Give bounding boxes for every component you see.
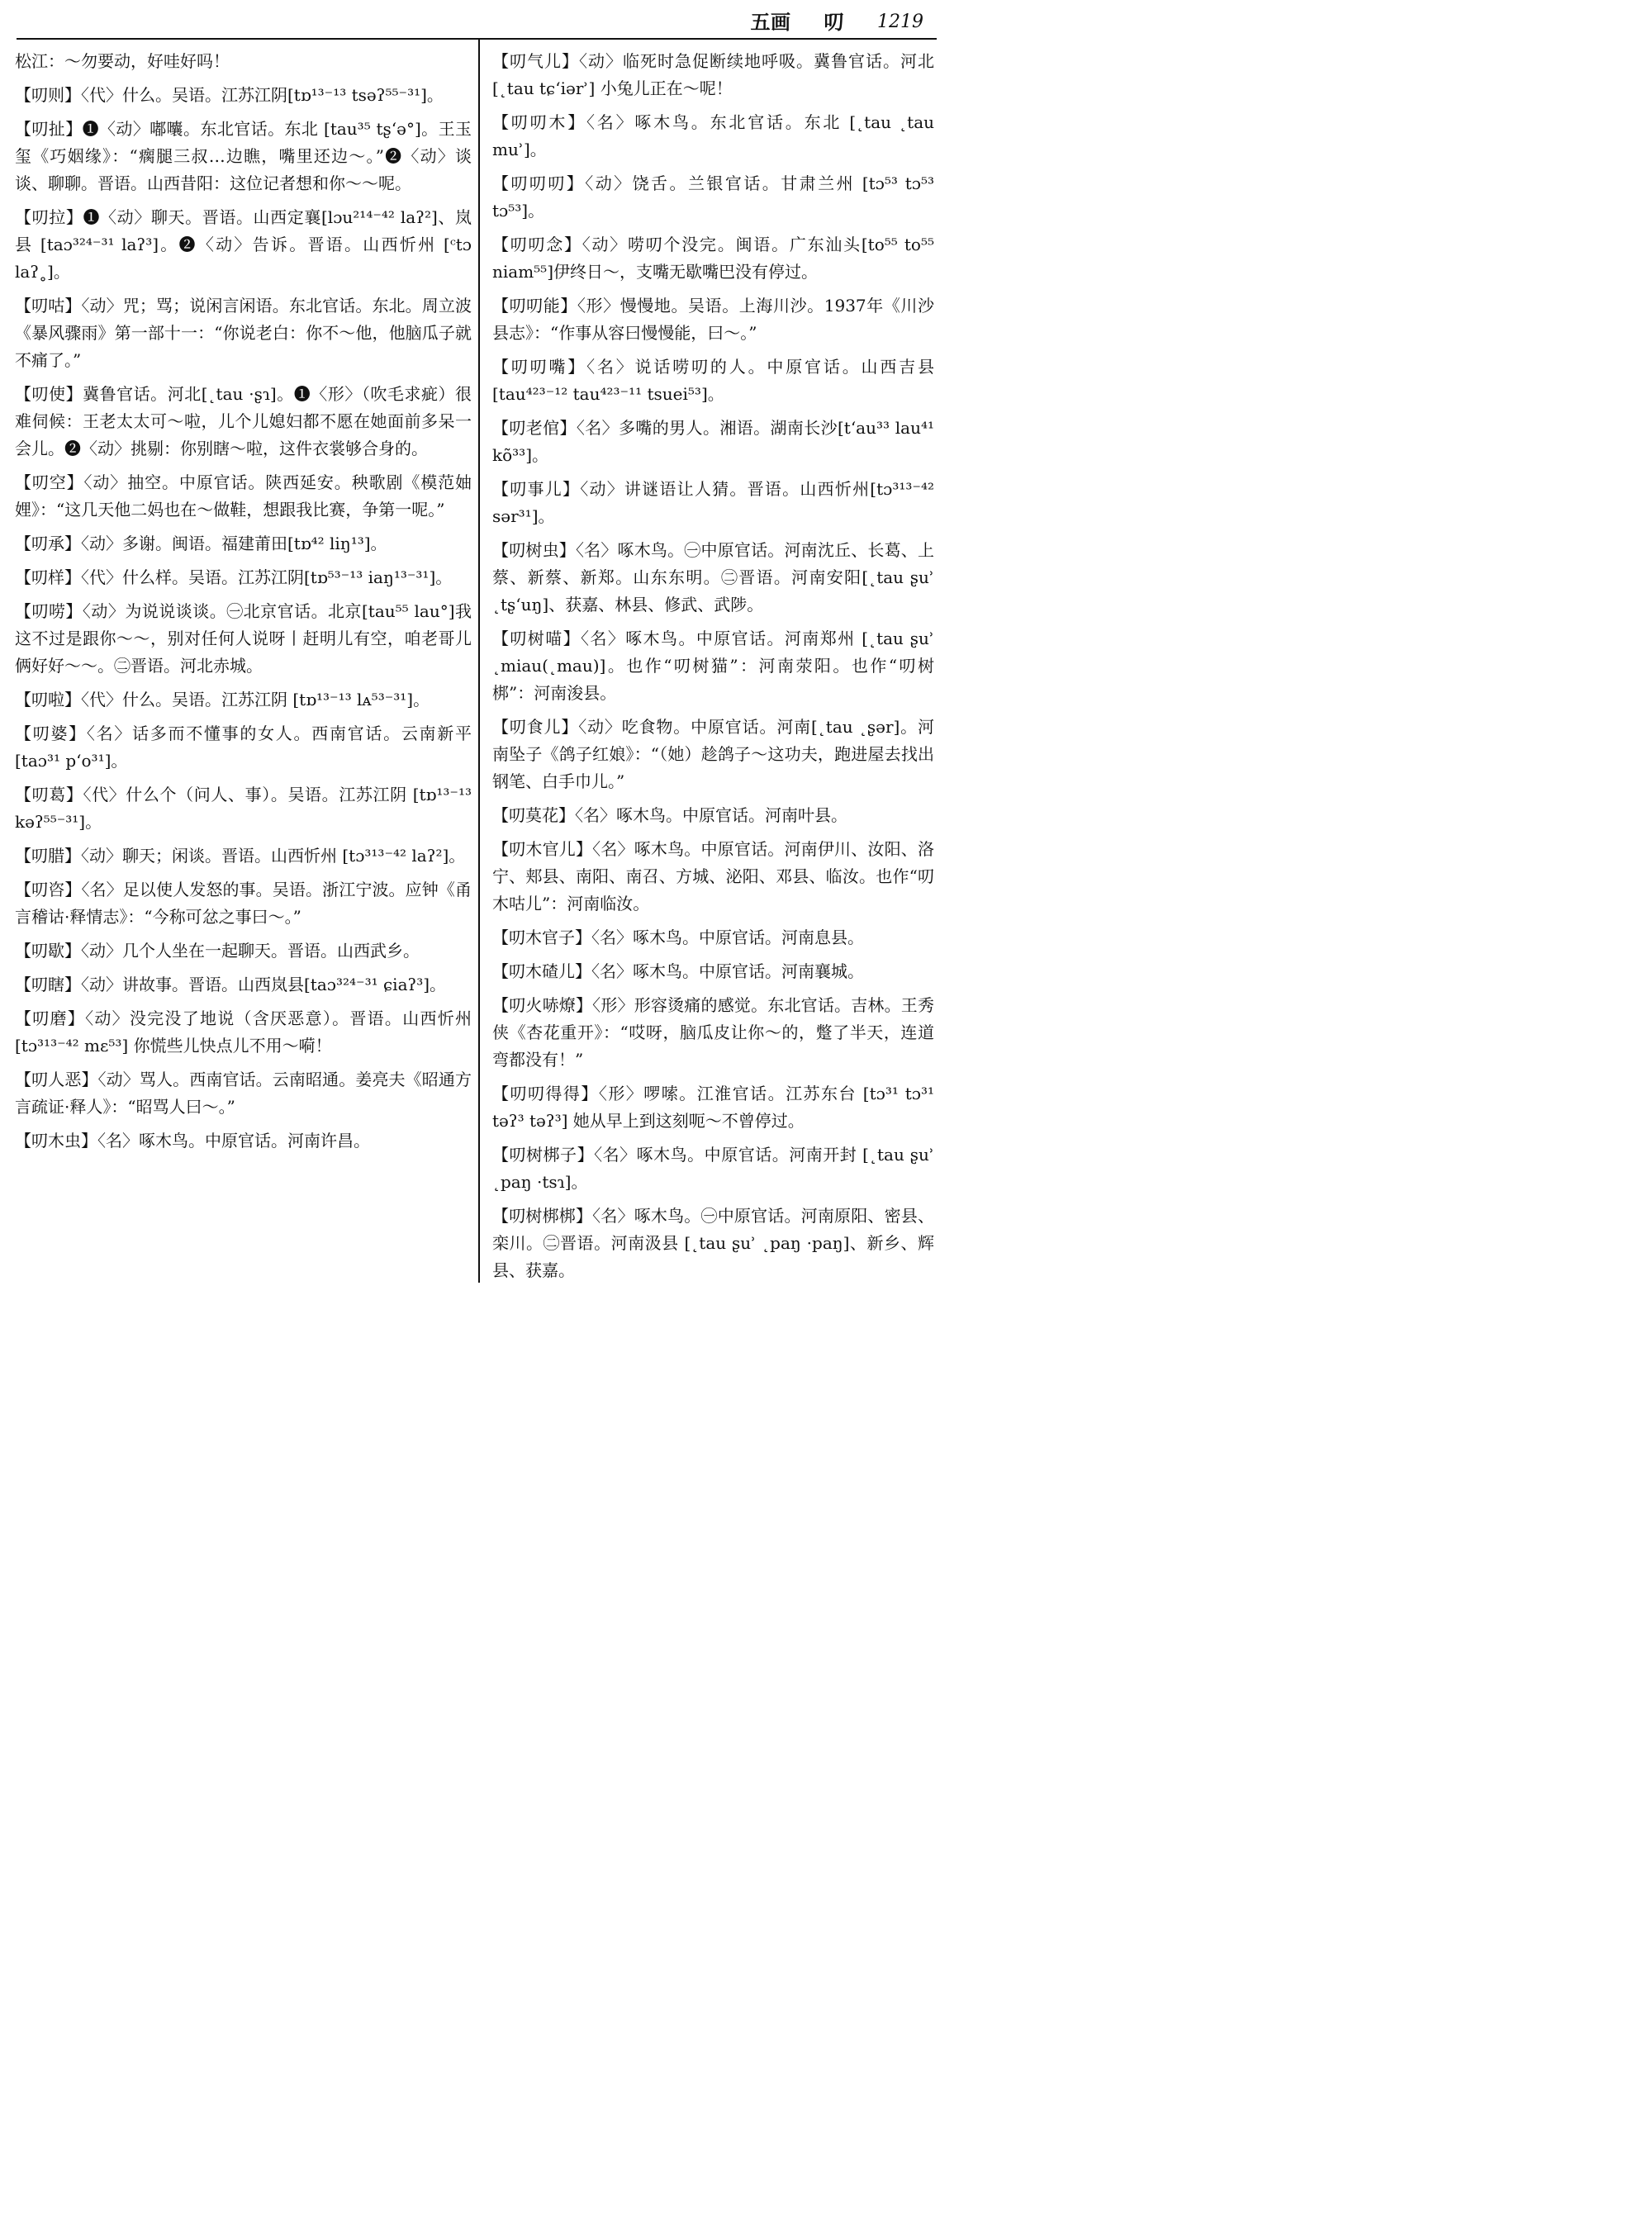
- dictionary-entry: 【叨样】〈代〉什么样。吴语。江苏江阴[tɒ⁵³⁻¹³ iaŋ¹³⁻³¹]。: [15, 567, 453, 587]
- dictionary-entry: 【叨莫花】〈名〉啄木鸟。中原官话。河南叶县。: [492, 805, 847, 825]
- continuation-line: 松江：～勿要动，好哇好吗！: [15, 51, 230, 71]
- dictionary-entry: 【叨气儿】〈动〉临死时急促断续地呼吸。冀鲁官话。河北 [˛tau tɕ‘iərʾ] 小兔儿正在～呢！: [492, 51, 934, 98]
- dictionary-entry: 【叨木官儿】〈名〉啄木鸟。中原官话。河南伊川、汝阳、洛宁、郏县、南阳、南召、方城、泌阳、邓县、临汝。也作“叨木咕儿”：河南临汝。: [492, 839, 934, 913]
- dictionary-entry: 【叨歇】〈动〉几个人坐在一起聊天。晋语。山西武乡。: [15, 941, 420, 961]
- dictionary-entry: 【叨拉】❶〈动〉聊天。晋语。山西定襄[lɔu²¹⁴⁻⁴² laʔ²]、岚县 [taɔ³²⁴⁻³¹ laʔ³]。❷〈动〉告诉。晋语。山西忻州 [ᶜtɔ laʔ˳]。: [15, 207, 472, 282]
- dictionary-entry: 【叨叨念】〈动〉唠叨个没完。闽语。广东汕头[to⁵⁵ to⁵⁵ niam⁵⁵]伊终日～，支嘴无歇嘴巴没有停过。: [492, 235, 934, 282]
- dictionary-entry: 【叨老倌】〈名〉多嘴的男人。湘语。湖南长沙[t‘au³³ lau⁴¹ kõ³³]。: [492, 418, 934, 465]
- dictionary-entry: 【叨火哧燎】〈形〉形容烫痛的感觉。东北官话。吉林。王秀侠《杏花重开》：“哎呀，脑瓜皮让你～的，蹩了半天，连道弯都没有！”: [492, 995, 934, 1070]
- dictionary-entry: 【叨事儿】〈动〉讲谜语让人猜。晋语。山西忻州[tɔ³¹³⁻⁴² sər³¹]。: [492, 479, 934, 526]
- dictionary-entry: 【叨叨得得】〈形〉啰嗦。江淮官话。江苏东台 [tɔ³¹ tɔ³¹ təʔ³ təʔ³] 她从早上到这刻呃～不曾停过。: [492, 1084, 934, 1131]
- dictionary-entry: 【叨扯】❶〈动〉嘟囔。东北官话。东北 [tau³⁵ tʂ‘ə°]。王玉玺《巧姻缘》：“瘸腿三叔…边瞧，嘴里还边～。”❷〈动〉谈谈、聊聊。晋语。山西昔阳：这位记者想和你～～呢。: [15, 119, 472, 193]
- dictionary-entry: 【叨空】〈动〉抽空。中原官话。陕西延安。秧歌剧《模范妯娌》：“这几天他二妈也在～做鞋，想跟我比赛，争第一呢。”: [15, 472, 472, 520]
- dictionary-entry: 【叨唠】〈动〉为说说谈谈。㊀北京官话。北京[tau⁵⁵ lau°]我这不过是跟你～～，别对任何人说呀丨赶明儿有空，咱老哥儿俩好好～～。㊁晋语。河北赤城。: [15, 601, 472, 676]
- dictionary-entry: 【叨食儿】〈动〉吃食物。中原官话。河南[˛tau ˛ʂər]。河南坠子《鸽子红娘》：“（她）趁鸽子～这功夫，跑进屋去找出钢笔、白手巾儿。”: [492, 717, 934, 791]
- dictionary-entry: 【叨人恶】〈动〉骂人。西南官话。云南昭通。姜亮夫《昭通方言疏证·释人》：“昭骂人曰～。”: [15, 1070, 472, 1117]
- dictionary-entry: 【叨树喵】〈名〉啄木鸟。中原官话。河南郑州 [˛tau ʂuʾ ˛miau(˛mau)]。也作“叨树猫”：河南荥阳。也作“叨树梆”：河南浚县。: [492, 629, 934, 703]
- dictionary-entry: 【叨木官子】〈名〉啄木鸟。中原官话。河南息县。: [492, 928, 864, 947]
- dictionary-entry: 【叨木碴儿】〈名〉啄木鸟。中原官话。河南襄城。: [492, 961, 864, 981]
- dictionary-entry: 【叨磨】〈动〉没完没了地说（含厌恶意）。晋语。山西忻州[tɔ³¹³⁻⁴² mɛ⁵³] 你慌些儿快点儿不用～嗬！: [15, 1008, 472, 1056]
- dictionary-entry: 【叨瞎】〈动〉讲故事。晋语。山西岚县[taɔ³²⁴⁻³¹ ɕiaʔ³]。: [15, 975, 447, 994]
- column-divider: [478, 38, 480, 1283]
- dictionary-page: [0, 0, 953, 1291]
- dictionary-entry: 【叨葛】〈代〉什么个（问人、事）。吴语。江苏江阴 [tɒ¹³⁻¹³ kəʔ⁵⁵⁻³¹]。: [15, 785, 472, 832]
- page-number: 1219: [877, 12, 923, 32]
- left-column: [15, 48, 472, 1283]
- dictionary-entry: 【叨叨能】〈形〉慢慢地。吴语。上海川沙。1937年《川沙县志》：“作事从容曰慢慢能，曰～。”: [492, 296, 934, 343]
- dictionary-entry: 【叨则】〈代〉什么。吴语。江苏江阴[tɒ¹³⁻¹³ tsəʔ⁵⁵⁻³¹]。: [15, 85, 444, 105]
- dictionary-entry: 【叨叨叨】〈动〉饶舌。兰银官话。甘肃兰州 [tɔ⁵³ tɔ⁵³ tɔ⁵³]。: [492, 173, 934, 221]
- dictionary-entry: 【叨腊】〈动〉聊天；闲谈。晋语。山西忻州 [tɔ³¹³⁻⁴² laʔ²]。: [15, 846, 466, 866]
- dictionary-entry: 【叨咨】〈名〉足以使人发怒的事。吴语。浙江宁波。应钟《甬言稽诂·释情志》：“今称可忿之事曰～。”: [15, 880, 472, 927]
- dictionary-entry: 【叨咕】〈动〉咒；骂；说闲言闲语。东北官话。东北。周立波《暴风骤雨》第一部十一：“你说老白：你不～他，他脑瓜子就不痛了。”: [15, 296, 472, 370]
- page-header: [751, 10, 924, 35]
- dictionary-entry: 【叨树梆梆】〈名〉啄木鸟。㊀中原官话。河南原阳、密县、栾川。㊁晋语。河南汲县 [˛tau ʂuʾ ˛paŋ ·paŋ]、新乡、辉县、获嘉。: [492, 1206, 934, 1280]
- dictionary-entry: 【叨树虫】〈名〉啄木鸟。㊀中原官话。河南沈丘、长葛、上蔡、新蔡、新郑。山东东明。㊁晋语。河南安阳[˛tau ʂuʾ ˛tʂ‘uŋ]、获嘉、林县、修武、武陟。: [492, 540, 934, 614]
- right-column: [492, 48, 934, 1283]
- dictionary-entry: 【叨使】冀鲁官话。河北[˛tau ·ʂɿ]。❶〈形〉（吹毛求疵）很难伺候：王老太太可～啦，儿个儿媳妇都不愿在她面前多呆一会儿。❷〈动〉挑剔：你别瞎～啦，这件衣裳够合身的。: [15, 384, 472, 458]
- dictionary-entry: 【叨啦】〈代〉什么。吴语。江苏江阴 [tɒ¹³⁻¹³ lᴀ⁵³⁻³¹]。: [15, 690, 430, 709]
- dictionary-entry: 【叨叨木】〈名〉啄木鸟。东北官话。东北 [˛tau ˛tau muʾ]。: [492, 112, 934, 159]
- section-title: 五画: [750, 11, 791, 34]
- dictionary-entry: 【叨树梆子】〈名〉啄木鸟。中原官话。河南开封 [˛tau ʂuʾ ˛paŋ ·tsɿ]。: [492, 1145, 934, 1192]
- dictionary-entry: 【叨叨嘴】〈名〉说话唠叨的人。中原官话。山西吉县 [tau⁴²³⁻¹² tau⁴²³⁻¹¹ tsuei⁵³]。: [492, 357, 934, 404]
- dictionary-entry: 【叨承】〈动〉多谢。闽语。福建莆田[tɒ⁴² liŋ¹³]。: [15, 534, 387, 553]
- dictionary-entry: 【叨木虫】〈名〉啄木鸟。中原官话。河南许昌。: [15, 1131, 370, 1151]
- dictionary-entry: 【叨婆】〈名〉话多而不懂事的女人。西南官话。云南新平 [taɔ³¹ p‘o³¹]。: [15, 724, 472, 771]
- header-rule: [17, 38, 937, 40]
- head-character: 叨: [824, 11, 844, 34]
